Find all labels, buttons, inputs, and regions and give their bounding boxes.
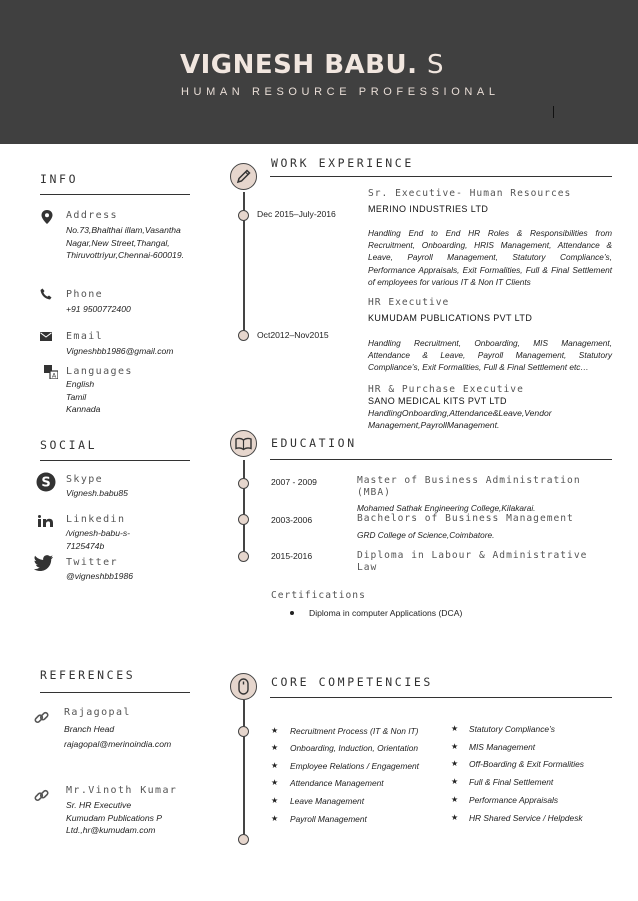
skype-value[interactable]: Vignesh.babu85 xyxy=(66,488,128,498)
job-description: Handling End to End HR Roles & Responsibilities from Recruitment, Onboarding, HRIS Management, Attendance & Leave, Payroll Management, Statutory Compliance’s, Performance Appraisals, Exit Formalities, Full & Final Settlement of employees for various IT & Non IT Clients xyxy=(368,228,612,287)
institution: Mohamed Sathak Engineering College,Kilakarai. xyxy=(357,503,536,513)
location-pin-icon xyxy=(41,210,53,224)
job-company: MERINO INDUSTRIES LTD xyxy=(368,204,489,214)
svg-text:A: A xyxy=(51,372,57,379)
star-bullet-icon: ★ xyxy=(271,743,279,752)
reference-line: Sr. HR Executive xyxy=(66,800,132,810)
education-title: EDUCATION xyxy=(271,436,357,450)
competency-item: Off-Boarding & Exit Formalities xyxy=(469,759,584,769)
education-years: 2015-2016 xyxy=(271,551,313,561)
job-company: SANO MEDICAL KITS PVT LTD xyxy=(368,396,507,406)
name-bold: VIGNESH BABU. xyxy=(180,50,418,80)
email-value[interactable]: Vigneshbb1986@gmail.com xyxy=(66,346,174,356)
text-cursor xyxy=(553,106,554,118)
education-divider xyxy=(270,459,612,460)
star-bullet-icon: ★ xyxy=(271,778,279,787)
education-timeline xyxy=(243,460,245,558)
svg-text:S: S xyxy=(41,475,51,491)
translate-icon xyxy=(44,365,58,379)
competencies-title: CORE COMPETENCIES xyxy=(271,675,433,689)
competency-item: Statutory Compliance’s xyxy=(469,724,555,734)
references-divider xyxy=(40,692,190,693)
email-label: Email xyxy=(66,331,104,342)
star-bullet-icon: ★ xyxy=(451,813,459,822)
social-title: SOCIAL xyxy=(40,438,98,452)
name-initial: S xyxy=(427,50,445,80)
language-item: English xyxy=(66,379,95,389)
skype-icon[interactable] xyxy=(36,472,56,492)
pencil-icon xyxy=(230,163,257,190)
degree-title xyxy=(357,475,581,499)
reference-details xyxy=(66,799,162,837)
language-item: Tamil xyxy=(66,391,87,402)
timeline-dot xyxy=(238,514,249,525)
star-bullet-icon: ★ xyxy=(271,796,279,805)
job-dates: Oct2012–Nov2015 xyxy=(257,330,329,340)
resume-header xyxy=(0,0,638,144)
link-icon xyxy=(34,710,49,725)
job-title: HUMAN RESOURCE PROFESSIONAL xyxy=(181,86,500,98)
address-line: Thiruvottriyur,Chennai-600019. xyxy=(66,250,184,261)
address-line: Nagar,New Street,Thangal, xyxy=(66,237,170,248)
twitter-label: Twitter xyxy=(66,557,118,568)
competency-item: Recruitment Process (IT & Non IT) xyxy=(290,726,419,736)
competency-item: Payroll Management xyxy=(290,814,367,824)
competency-item: Performance Appraisals xyxy=(469,795,559,805)
linkedin-label: Linkedin xyxy=(66,514,126,525)
link-icon xyxy=(34,788,49,803)
experience-title: WORK EXPERIENCE xyxy=(271,156,414,170)
candidate-name xyxy=(180,50,444,80)
degree-line: Bachelors of Business Management xyxy=(357,513,574,524)
reference-line: Kumudam Publications P xyxy=(66,812,163,823)
degree-line: Diploma in Labour & Administrative xyxy=(357,550,588,561)
phone-label: Phone xyxy=(66,289,104,300)
reference-line[interactable]: Ltd.,hr@kumudam.com xyxy=(66,825,156,836)
competency-item: HR Shared Service / Helpdesk xyxy=(469,813,583,823)
info-title: INFO xyxy=(40,172,79,186)
timeline-dot xyxy=(238,551,249,562)
reference-name: Rajagopal xyxy=(64,707,131,718)
star-bullet-icon: ★ xyxy=(451,759,459,768)
job-role: Sr. Executive- Human Resources xyxy=(368,188,572,199)
timeline-dot xyxy=(238,330,249,341)
job-company: KUMUDAM PUBLICATIONS PVT LTD xyxy=(368,313,533,323)
experience-divider xyxy=(270,176,612,177)
competency-item: Leave Management xyxy=(290,796,365,806)
institution: GRD College of Science,Coimbatore. xyxy=(357,530,495,540)
competency-item: Full & Final Settlement xyxy=(469,777,554,787)
star-bullet-icon: ★ xyxy=(451,795,459,804)
address-value xyxy=(66,224,184,262)
competency-item: Attendance Management xyxy=(290,778,384,788)
job-description xyxy=(368,407,552,431)
twitter-icon[interactable] xyxy=(34,555,53,571)
competencies-timeline xyxy=(243,700,245,838)
reference-line[interactable]: rajagopal@merinoindia.com xyxy=(64,738,172,749)
degree-line: (MBA) xyxy=(357,487,391,498)
job-role: HR Executive xyxy=(368,297,450,308)
address-label: Address xyxy=(66,210,118,221)
job-dates: Dec 2015–July-2016 xyxy=(257,209,336,219)
phone-value: +91 9500772400 xyxy=(66,304,131,314)
education-years: 2007 - 2009 xyxy=(271,477,317,487)
linkedin-icon[interactable] xyxy=(38,515,53,527)
phone-icon xyxy=(40,288,52,300)
mouse-icon xyxy=(230,673,257,700)
reference-line: Branch Head xyxy=(64,724,115,734)
bullet-dot xyxy=(290,611,294,615)
language-item: Kannada xyxy=(66,404,101,415)
star-bullet-icon: ★ xyxy=(451,742,459,751)
star-bullet-icon: ★ xyxy=(451,777,459,786)
competency-item: Onboarding, Induction, Orientation xyxy=(290,743,419,753)
degree-line: Law xyxy=(357,562,378,573)
star-bullet-icon: ★ xyxy=(451,724,459,733)
competency-item: MIS Management xyxy=(469,742,536,752)
references-title: REFERENCES xyxy=(40,668,136,682)
info-divider xyxy=(40,194,190,195)
skype-label: Skype xyxy=(66,474,104,485)
star-bullet-icon: ★ xyxy=(271,761,279,770)
competencies-divider xyxy=(270,697,612,698)
languages-label: Languages xyxy=(66,366,133,377)
certification-item: Diploma in computer Applications (DCA) xyxy=(309,608,463,618)
social-divider xyxy=(40,460,190,461)
timeline-dot xyxy=(238,834,249,845)
competency-item: Employee Relations / Engagement xyxy=(290,761,419,771)
reference-details xyxy=(64,722,171,751)
address-line: No.73,Bhalthai illam,Vasantha xyxy=(66,225,181,235)
certifications-title: Certifications xyxy=(271,590,366,601)
twitter-value[interactable]: @vigneshbb1986 xyxy=(66,571,134,581)
timeline-dot xyxy=(238,210,249,221)
education-years: 2003-2006 xyxy=(271,515,313,525)
book-icon xyxy=(230,430,257,457)
reference-name: Mr.Vinoth Kumar xyxy=(66,785,178,796)
timeline-dot xyxy=(238,726,249,737)
job-role: HR & Purchase Executive xyxy=(368,384,524,395)
timeline-dot xyxy=(238,478,249,489)
degree-title xyxy=(357,513,574,525)
job-description-line: HandlingOnboarding,Attendance&Leave,Vendor xyxy=(368,408,552,418)
degree-title xyxy=(357,550,587,574)
linkedin-line: /vignesh-babu-s- xyxy=(66,528,131,538)
linkedin-value[interactable] xyxy=(66,527,130,552)
linkedin-line: 7125474b xyxy=(66,540,105,551)
degree-line: Master of Business Administration xyxy=(357,475,581,486)
job-description-line: Management,PayrollManagement. xyxy=(368,420,500,430)
email-icon xyxy=(40,332,52,341)
job-description: Handling Recruitment, Onboarding, MIS Management, Attendance & Leave, Payroll Management, Statutory Compliance’s, Exit Formalities, Full & Final Settlement etc… xyxy=(368,338,612,373)
star-bullet-icon: ★ xyxy=(271,726,279,735)
languages-list xyxy=(66,378,100,416)
star-bullet-icon: ★ xyxy=(271,814,279,823)
